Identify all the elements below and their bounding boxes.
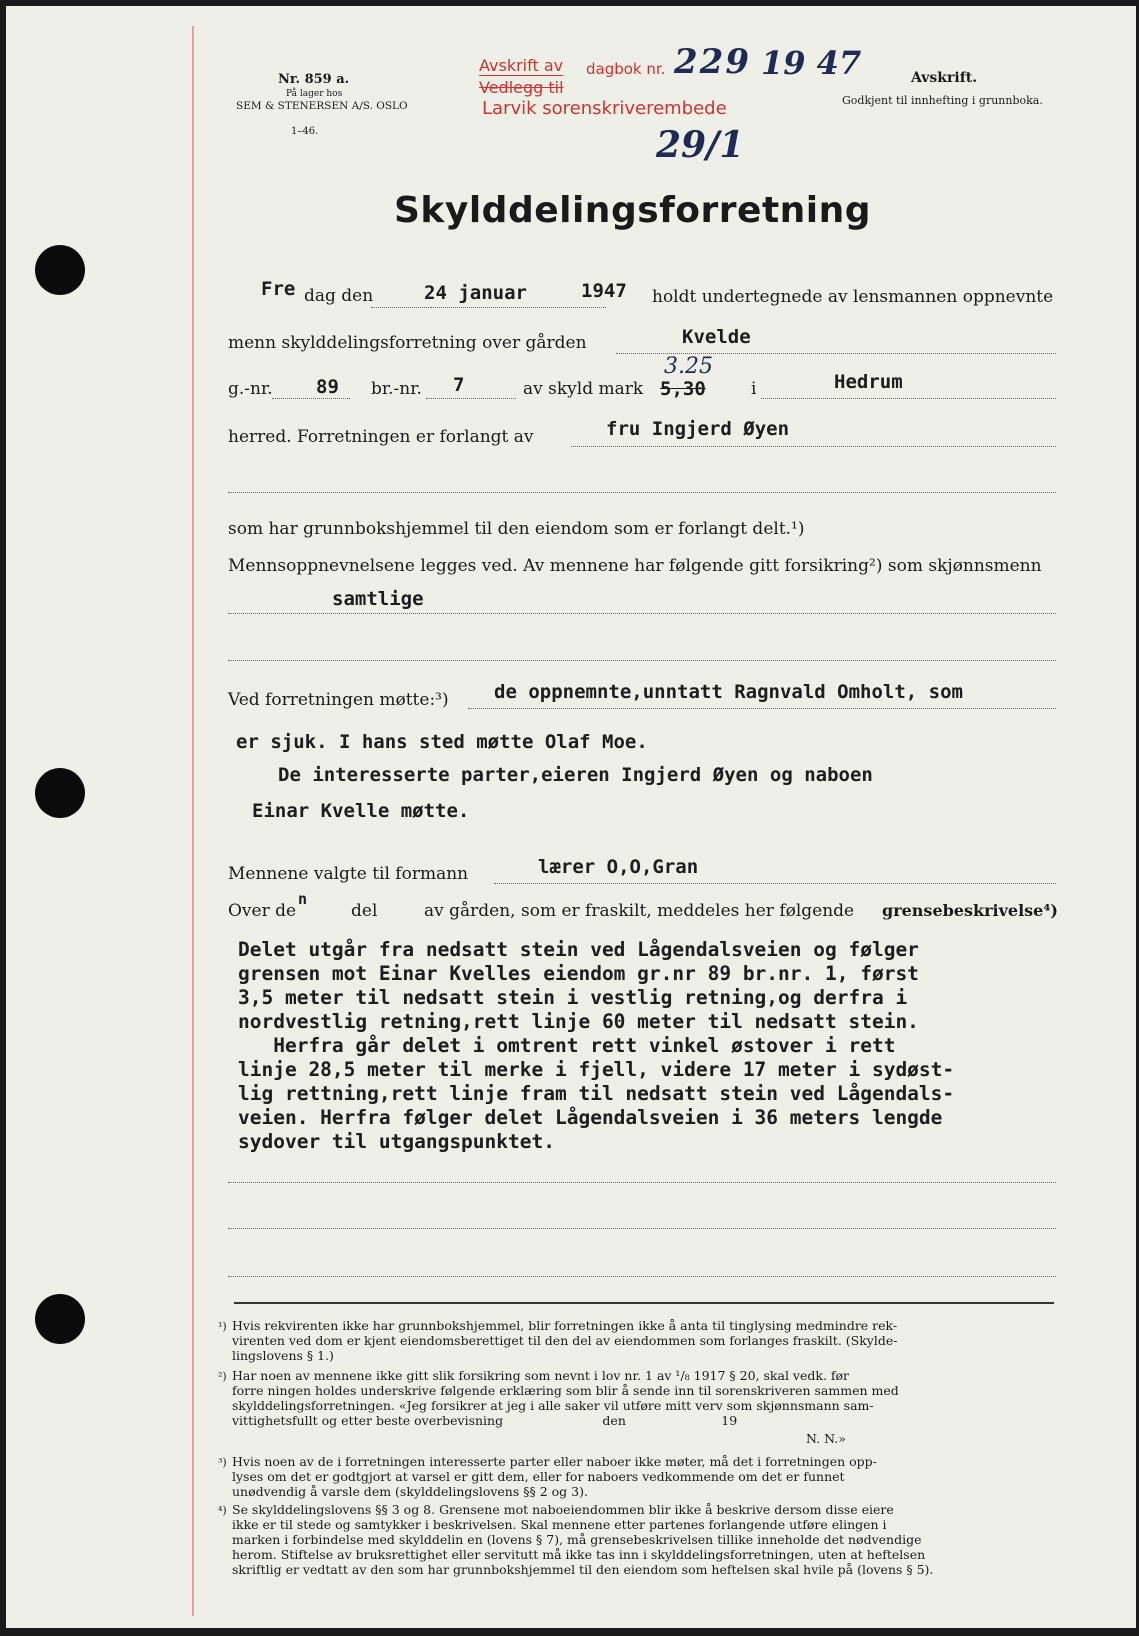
footnote-line: virenten ved dom er kjent eiendomsberettiget til den del av eiendommen som forlanges fraskilt. (Skylde- xyxy=(232,1333,898,1348)
footnote-number: ³) xyxy=(218,1456,227,1469)
over-sup-value: n xyxy=(298,890,308,908)
requester-value: fru Ingjerd Øyen xyxy=(606,418,790,440)
footnote-line: herom. Stiftelse av bruksrettighet eller servitutt må ikke tas inn i skylddelingsforretningen, uten at heftelsen xyxy=(232,1547,926,1562)
brnr-value: 7 xyxy=(453,374,465,396)
printer-line: På lager hos xyxy=(286,89,343,99)
stamp-court: Larvik sorenskriverembede xyxy=(482,98,727,119)
boundary-line: linje 28,5 meter til merke i fjell, videre 17 meter i sydøst- xyxy=(238,1058,955,1081)
gnr-value: 89 xyxy=(316,376,339,398)
date-value: 24 januar xyxy=(424,282,527,304)
boundary-line: Herfra går delet i omtrent rett vinkel østover i rett xyxy=(238,1034,896,1057)
boundary-line: 3,5 meter til nedsatt stein i vestlig retning,og derfra i xyxy=(238,986,908,1009)
punch-hole xyxy=(35,245,85,295)
label-holdt: holdt undertegnede av lensmannen oppnevnte xyxy=(652,287,1054,307)
footnote-line: forre ningen holdes underskrive følgende erklæring som blir å sende inn til sorenskriveren sammen med xyxy=(232,1383,899,1398)
herred-value: Hedrum xyxy=(834,371,903,393)
label-grensebeskrivelse: grensebeskrivelse⁴) xyxy=(882,901,1058,920)
footnote-line: lingslovens § 1.) xyxy=(232,1348,334,1363)
stamp-dagbok: dagbok nr. xyxy=(586,60,666,78)
footnote-line: marken i forbindelse med skylddelin en (lovens § 7), må grensebeskrivelsen tillike inneholde det nødvendige xyxy=(232,1532,922,1547)
label-i: i xyxy=(751,379,757,399)
boundary-line: grensen mot Einar Kvelles eiendom gr.nr 89 br.nr. 1, først xyxy=(238,962,919,985)
avskrift-label: Avskrift. xyxy=(911,70,978,86)
footnote-line: Hvis rekvirenten ikke har grunnbokshjemmel, blir forretningen ikke å anta til tinglysing medmindre rek- xyxy=(232,1318,898,1333)
farm-value: Kvelde xyxy=(682,326,751,348)
label-skyld: av skyld mark xyxy=(523,379,644,399)
document-page xyxy=(6,6,1136,1628)
label-menn: menn skylddelingsforretning over gården xyxy=(228,333,587,353)
footnote-line: lyses om det er godtgjort at varsel er gitt dem, eller for naboers vedkommende om det er funnet xyxy=(232,1469,845,1484)
label-gaarden: av gården, som er fraskilt, meddeles her følgende xyxy=(424,901,855,921)
footnote-number: ²) xyxy=(218,1370,227,1383)
footnote-number: ¹) xyxy=(218,1320,227,1333)
label-over-de: Over de xyxy=(228,901,297,921)
footnote-line: Hvis noen av de i forretningen interesserte parter eller naboer ikke møter, må det i forretningen opp- xyxy=(232,1454,877,1469)
boundary-line: nordvestlig retning,rett linje 60 meter til nedsatt stein. xyxy=(238,1010,919,1033)
printer-line: SEM & STENERSEN A/S. OSLO xyxy=(236,100,408,112)
label-grunnbok: som har grunnbokshjemmel til den eiendom som er forlangt delt.¹) xyxy=(228,519,805,539)
samtlige-value: samtlige xyxy=(332,588,424,610)
footnote-line: skylddelingsforretningen. «Jeg forsikrer at jeg i alle saker vil utføre mitt verv som skjønnsmann sam- xyxy=(232,1398,874,1413)
formann-value: lærer O,O,Gran xyxy=(538,856,699,878)
label-motte: Ved forretningen møtte:³) xyxy=(228,690,449,710)
boundary-line: veien. Herfra følger delet Lågendalsveien i 36 meters lengde xyxy=(238,1106,943,1129)
footnote-signature: N. N.» xyxy=(806,1431,846,1446)
label-del: del xyxy=(351,901,378,921)
footnote-line: Har noen av mennene ikke gitt slik forsikring som nevnt i lov nr. 1 av ¹/₈ 1917 § 20, skal vedk. før xyxy=(232,1368,850,1383)
year-value: 1947 xyxy=(581,280,627,302)
label-mennsoppnevnelse: Mennsoppnevnelsene legges ved. Av mennene har følgende gitt forsikring²) som skjønnsmenn xyxy=(228,556,1042,576)
skyld-new-value: 3.25 xyxy=(664,354,713,379)
handwritten-date: 29/1 xyxy=(656,124,745,166)
label-formann: Mennene valgte til formann xyxy=(228,864,469,884)
label-brnr: br.-nr. xyxy=(371,379,422,399)
footnote-divider xyxy=(234,1302,1054,1304)
document-title: Skylddelingsforretning xyxy=(394,190,872,231)
footnote-line: ikke er til stede og samtykker i beskrivelsen. Skal mennene etter partenes forlangende utføre elingen i xyxy=(232,1517,887,1532)
footnote-line: Se skylddelingslovens §§ 3 og 8. Grensene mot naboeiendommen blir ikke å beskrive dersom disse eiere xyxy=(232,1502,894,1517)
stamp-avskrift: Avskrift av xyxy=(479,56,564,75)
label-dag-den: dag den xyxy=(304,286,374,306)
weekday-value: Fre xyxy=(261,278,296,300)
boundary-line: lig rettning,rett linje fram til nedsatt stein ved Lågendals- xyxy=(238,1082,955,1105)
motte-line: er sjuk. I hans sted møtte Olaf Moe. xyxy=(236,731,648,753)
avskrift-subtitle: Godkjent til innhefting i grunnboka. xyxy=(842,94,1043,107)
stamp-year: 19 47 xyxy=(761,44,862,82)
margin-line xyxy=(192,26,194,1616)
boundary-line: Delet utgår fra nedsatt stein ved Lågendalsveien og følger xyxy=(238,938,919,961)
printer-line: 1–46. xyxy=(291,126,319,137)
motte-line: De interesserte parter,eieren Ingjerd Øyen og naboen xyxy=(278,764,873,786)
label-gnr: g.-nr. xyxy=(228,379,273,399)
punch-hole xyxy=(35,1294,85,1344)
footnote-number: ⁴) xyxy=(218,1504,227,1517)
boundary-line: sydover til utgangspunktet. xyxy=(238,1130,555,1153)
motte-line: Einar Kvelle møtte. xyxy=(252,800,470,822)
skyld-old-value: 5,30 xyxy=(660,378,706,400)
label-herred: herred. Forretningen er forlangt av xyxy=(228,427,534,447)
stamp-vedlegg: Vedlegg til xyxy=(479,78,564,97)
form-number: Nr. 859 a. xyxy=(278,72,350,87)
footnote-line: skriftlig er vedtatt av den som har grunnbokshjemmel til den eiendom som heftelsen skal hvile på (lovens § 5). xyxy=(232,1562,934,1577)
dagbok-number: 229 xyxy=(674,42,751,82)
punch-hole xyxy=(35,768,85,818)
motte-line: de oppnemnte,unntatt Ragnvald Omholt, som xyxy=(494,681,963,703)
footnote-line: unødvendig å varsle dem (skylddelingslovens §§ 2 og 3). xyxy=(232,1484,588,1499)
footnote-line: vittighetsfullt og etter beste overbevisning den 19 xyxy=(232,1413,738,1428)
